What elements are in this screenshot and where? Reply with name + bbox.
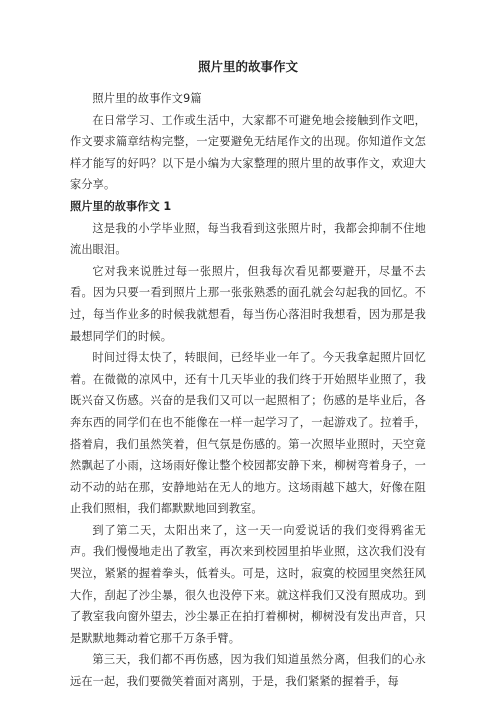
intro-line: 照片里的故事作文9篇: [92, 92, 202, 105]
body-paragraph: 时间过得太快了，转眼间，已经毕业一年了。今天我拿起照片回忆着。在微微的凉风中，还有十几天毕业的我们终于开始照毕业照了，我既兴奋又伤感。兴奋的是我们又可以一起照相了；伤感的是毕业后，各奔东西的同学们在也不能像在一样一起学习了，一起游戏了。拉着手，搭着肩，我们虽然笑着，但气氛是伤感的。第一次照毕业照时，天空竟然飘起了小雨，这场雨好像让整个校园都安静下来，柳树弯着身子，一动不动的站在那，安静地站在无人的地方。这场雨越下越大，好像在阻止我们照相，我们都默默地回到教室。: [70, 351, 426, 516]
body-paragraph: 它对我来说胜过每一张照片，但我每次看见都要避开，尽量不去看。因为只要一看到照片上那一张张熟悉的面孔就会勾起我的回忆。不过，每当作业多的时候我就想看，每当伤心落泪时我想看，因为那是我最想同学们的时候。: [70, 264, 426, 343]
section-heading: 照片里的故事作文 1: [70, 199, 172, 213]
intro-paragraph: 在日常学习、工作或生活中，大家都不可避免地会接触到作文吧，作文要求篇章结构完整，一定要避免无结尾作文的出现。你知道作文怎样才能写的好吗？以下是小编为大家整理的照片里的故事作文，欢迎大家分享。: [70, 113, 426, 192]
body-paragraph: 这是我的小学毕业照，每当我看到这张照片时，我都会抑制不住地流出眼泪。: [70, 221, 426, 257]
document-title: 照片里的故事作文: [197, 59, 298, 74]
body-paragraph: 第三天，我们都不再伤感，因为我们知道虽然分离，但我们的心永远在一起，我们要微笑着面对离别，于是，我们紧紧的握着手，每: [70, 653, 426, 689]
body-paragraph: 到了第二天，太阳出来了，这一天一向爱说话的我们变得鸦雀无声。我们慢慢地走出了教室，再次来到校园里拍毕业照，这次我们没有哭泣，紧紧的握着拳头，低着头。可是，这时，寂寞的校园里突然狂风大作，刮起了沙尘暴，很久也没停下来。就这样我们又没有照成功。到了教室我向窗外望去，沙尘暴正在拍打着柳树，柳树没有发出声音，只是默默地舞动着它那千万条手臂。: [70, 523, 426, 645]
